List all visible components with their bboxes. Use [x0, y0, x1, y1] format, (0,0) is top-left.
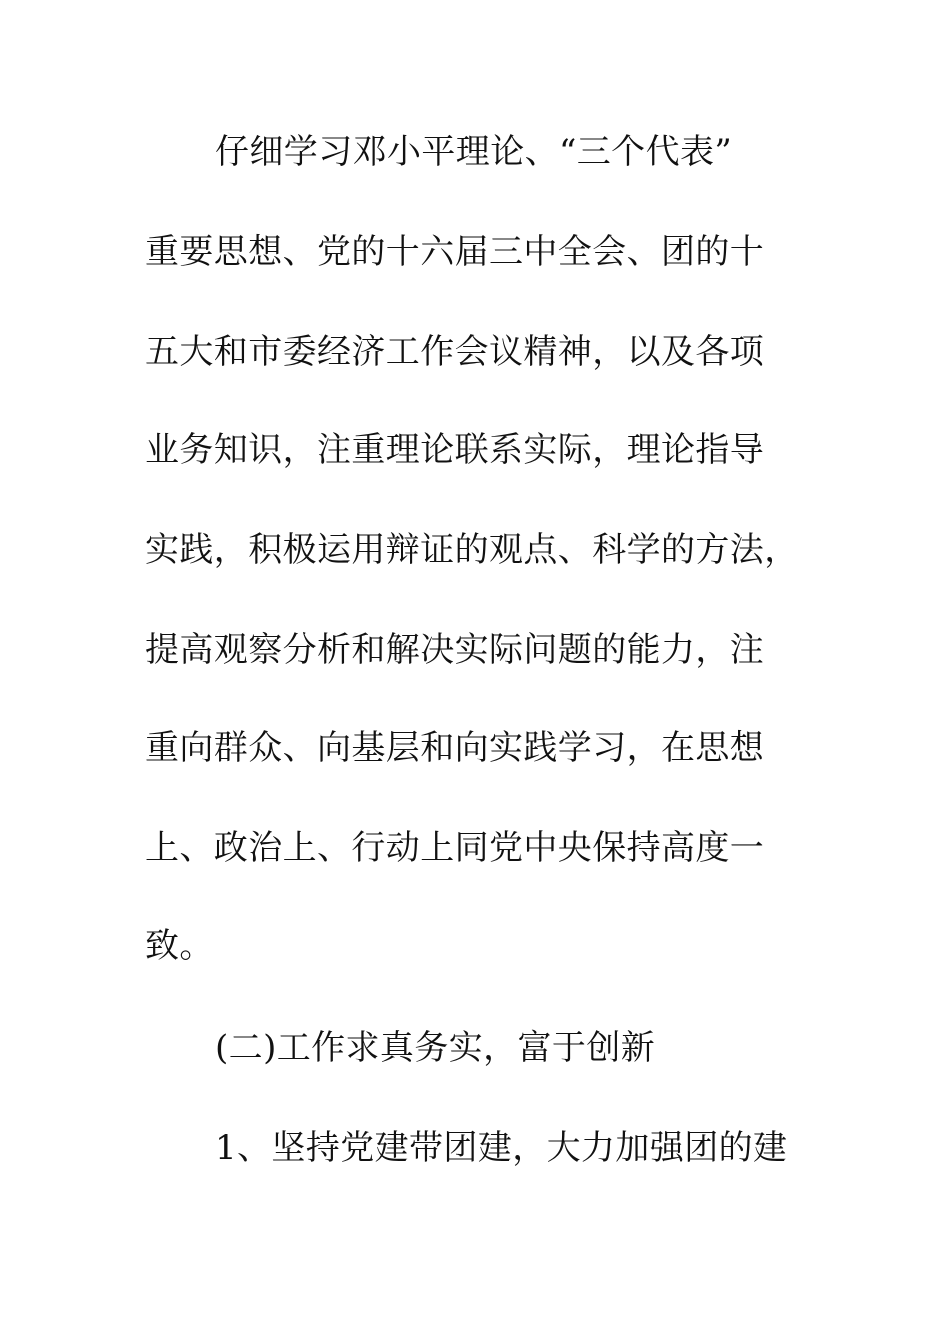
paragraph-line-2: 重要思想、党的十六届三中全会、团的十	[145, 232, 765, 272]
paragraph-line-4: 业务知识，注重理论联系实际，理论指导	[145, 430, 765, 470]
list-item-heading: 1、坚持党建带团建，大力加强团的建	[215, 1128, 788, 1168]
paragraph-line-9: 致。	[145, 926, 214, 966]
paragraph-line-5: 实践，积极运用辩证的观点、科学的方法，	[145, 530, 799, 570]
paragraph-line-3: 五大和市委经济工作会议精神，以及各项	[145, 332, 765, 372]
paragraph-line-1: 仔细学习邓小平理论、“三个代表”	[215, 132, 733, 172]
paragraph-line-7: 重向群众、向基层和向实践学习，在思想	[145, 728, 765, 768]
section-heading: (二)工作求真务实，富于创新	[215, 1028, 656, 1068]
paragraph-line-6: 提高观察分析和解决实际问题的能力，注	[145, 630, 765, 670]
paragraph-line-8: 上、政治上、行动上同党中央保持高度一	[145, 828, 765, 868]
